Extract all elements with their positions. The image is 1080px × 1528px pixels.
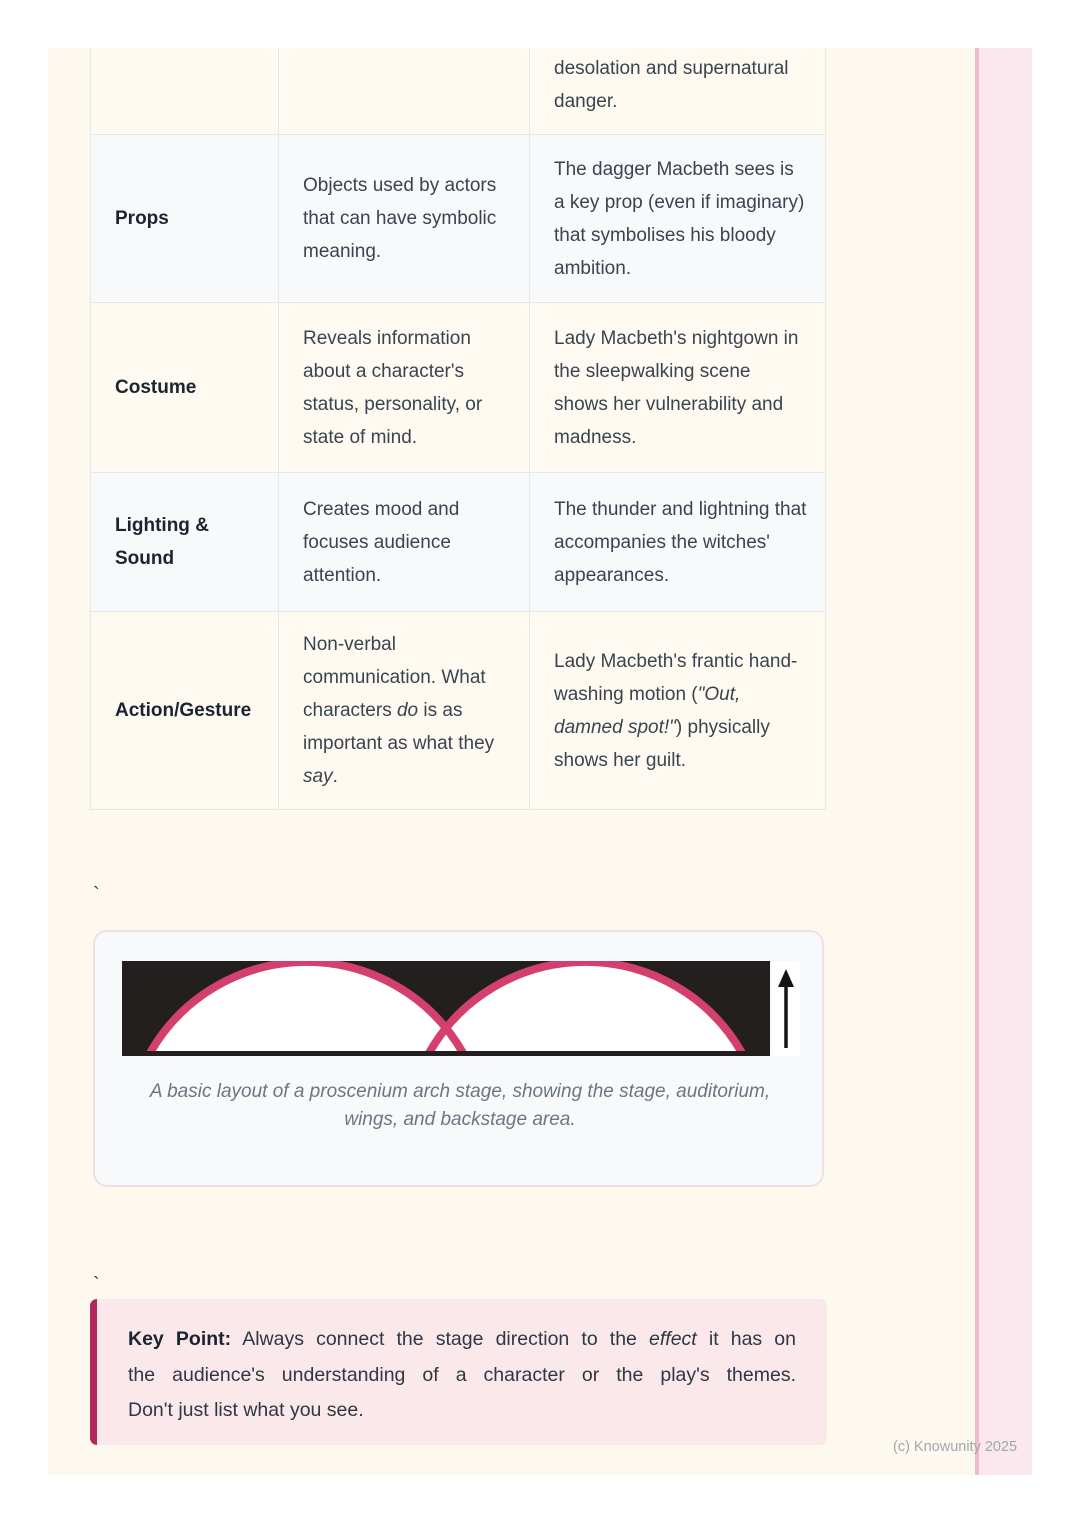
side-stripe (975, 48, 1032, 1475)
stray-tick-2: ` (93, 1274, 100, 1296)
proscenium-stage-diagram (122, 961, 800, 1056)
cell-example: Lady Macbeth's nightgown in the sleepwalking scene shows her vulnerability and madness. (554, 327, 799, 448)
keypoint-line-1: Key Point: Always connect the stage direction to the effect it has on (128, 1328, 796, 1350)
keypoint-line-2: the audience's understanding of a character or the play's themes. (128, 1363, 796, 1386)
cell-term: Props (91, 135, 279, 302)
cell-definition: Reveals information about a character's status, personality, or state of mind. (279, 303, 530, 472)
cell-example: desolation and supernatural danger. (554, 58, 789, 112)
copyright-footer: (c) Knowunity 2025 (893, 1439, 1018, 1455)
cell-term: Costume (91, 303, 279, 472)
table-row (91, 48, 825, 135)
stage-diagram-svg (122, 961, 800, 1056)
cell-definition (279, 48, 530, 134)
table-row (91, 303, 825, 473)
table-row (91, 612, 825, 810)
proscenium-figure-card (93, 930, 824, 1187)
keypoint-line-3: Don't just list what you see. (128, 1399, 364, 1421)
keypoint-callout (90, 1299, 827, 1445)
cell-example: The dagger Macbeth sees is a key prop (even if imaginary) that symbolises his bloody ambition. (554, 158, 805, 279)
table-row (91, 135, 825, 303)
cell-example: The thunder and lightning that accompanies the witches' appearances. (554, 498, 807, 586)
cell-example: Lady Macbeth's frantic hand-washing motion ("Out, damned spot!") physically shows her guilt. (554, 650, 798, 771)
cell-term (91, 48, 279, 134)
cell-term: Lighting & Sound (91, 473, 279, 611)
cell-term: Action/Gesture (91, 612, 279, 809)
cell-definition: Objects used by actors that can have symbolic meaning. (279, 135, 530, 302)
table-row (91, 473, 825, 612)
cell-definition: Non-verbal communication. What characters do is as important as what they say. (279, 612, 530, 809)
figure-caption: A basic layout of a proscenium arch stage, showing the stage, auditorium, wings, and backstage area. (149, 1081, 771, 1130)
document-page (48, 48, 1032, 1475)
stage-floor-line (122, 1051, 770, 1056)
stray-tick-1: ` (93, 884, 100, 906)
stage-directions-table (90, 48, 826, 810)
cell-definition: Creates mood and focuses audience attention. (279, 473, 530, 611)
keypoint-label: Key Point: (128, 1328, 232, 1350)
